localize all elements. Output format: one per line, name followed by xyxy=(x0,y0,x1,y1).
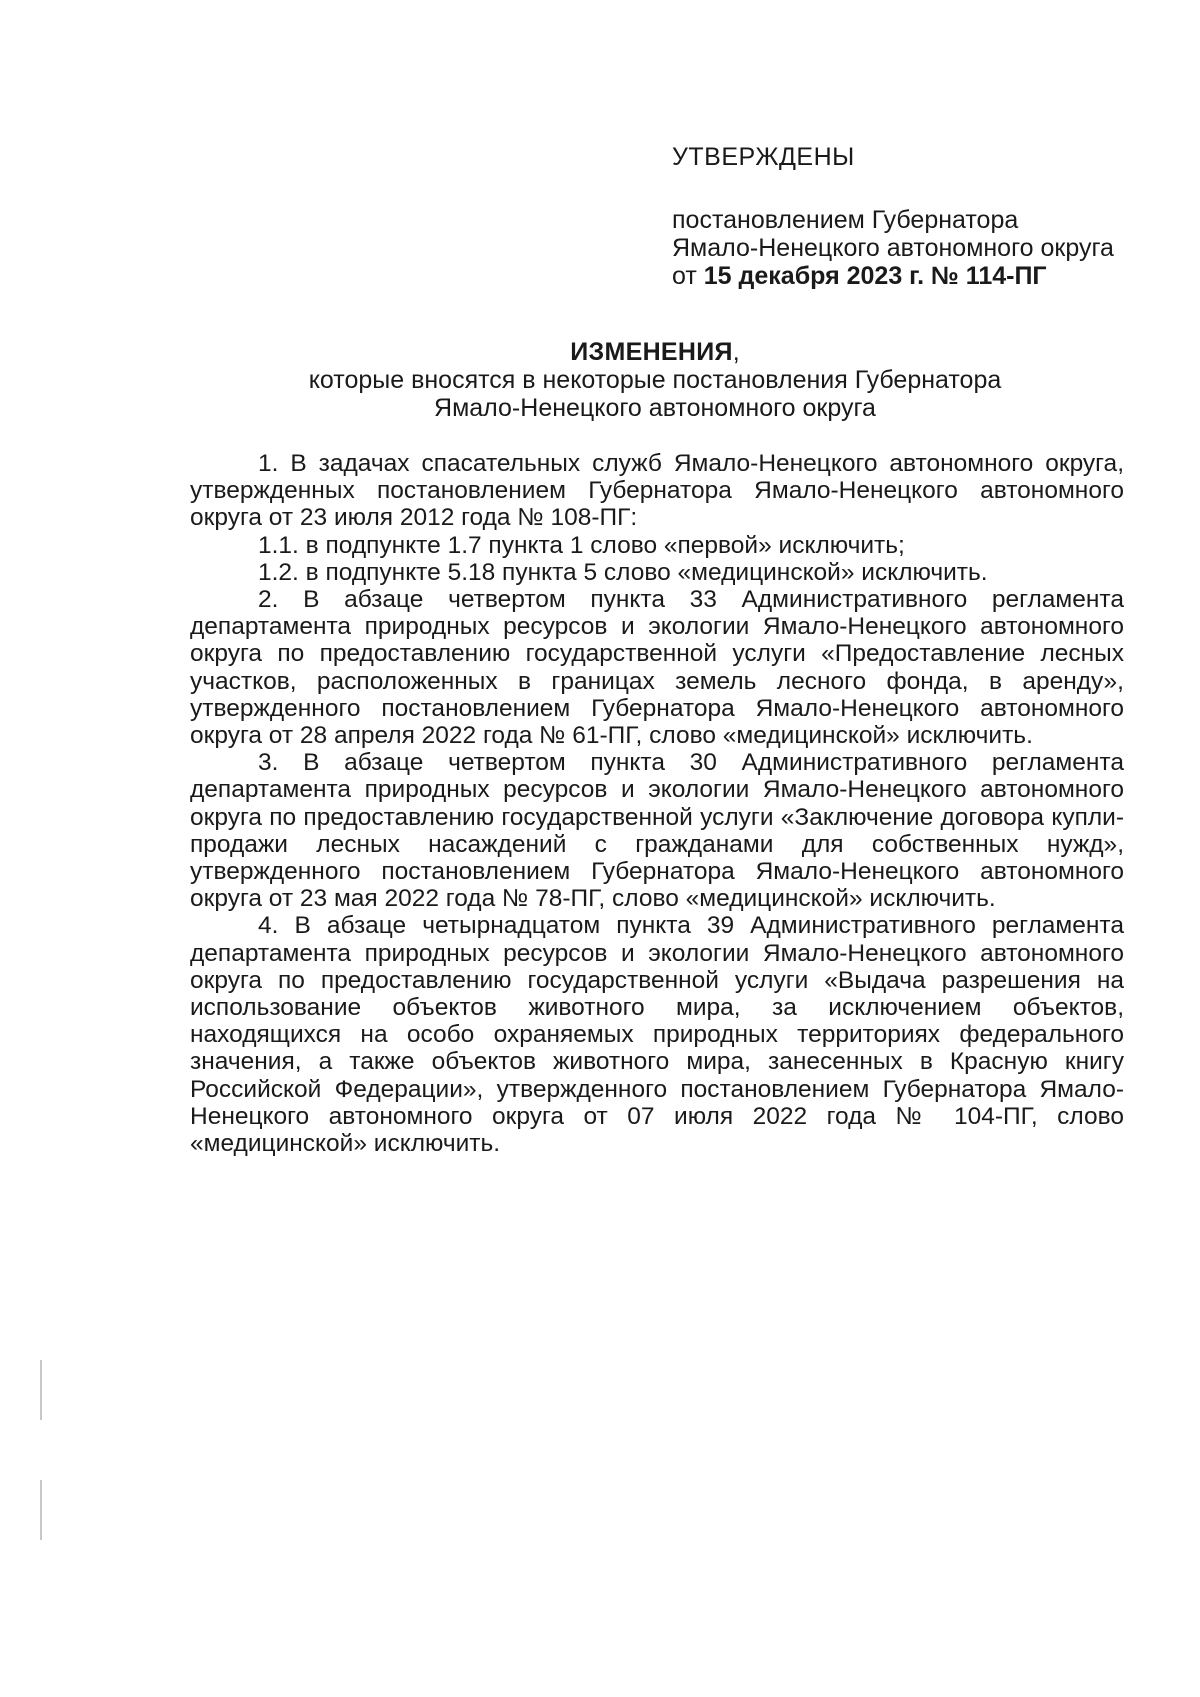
approval-date-value: 15 декабря 2023 г. № 114-ПГ xyxy=(703,262,1047,290)
paragraph-1: 1. В задачах спасательных служб Ямало-Ненецкого автономного округа, утвержденных постановлением Губернатора Ямало-Ненецкого автономного округа от 23 июля 2012 года № 108-ПГ: xyxy=(190,450,1124,532)
paragraph-4: 4. В абзаце четырнадцатом пункта 39 Административного регламента департамента природных ресурсов и экологии Ямало-Ненецкого автономного округа по предоставлению государственной услуги «Выдача разрешения на использование объектов животного мира, за исключением объектов, находящихся на особо охраняемых природных территориях федерального значения, а также объектов животного мира, занесенных в Красную книгу Российской Федерации», утвержденного постановлением Губернатора Ямало-Ненецкого автономного округа от 07 июля 2022 года № 104-ПГ, слово «медицинской» исключить. xyxy=(190,912,1124,1158)
document-body xyxy=(190,450,1124,1157)
paragraph-2: 2. В абзаце четвертом пункта 33 Административного регламента департамента природных ресурсов и экологии Ямало-Ненецкого автономного округа по предоставлению государственной услуги «Предоставление лесных участков, расположенных в границах земель лесного фонда, в аренду», утвержденного постановлением Губернатора Ямало-Ненецкого автономного округа от 28 апреля 2022 года № 61-ПГ, слово «медицинской» исключить. xyxy=(190,586,1124,750)
heading-title-line xyxy=(190,338,1120,366)
heading-title-suffix: , xyxy=(732,338,740,366)
approval-block xyxy=(672,143,1142,290)
heading-subtitle-line-2: Ямало-Ненецкого автономного округа xyxy=(434,394,876,422)
approval-line-1: постановлением Губернатора xyxy=(672,206,1019,234)
scan-edge-mark xyxy=(40,1480,42,1540)
heading-title: ИЗМЕНЕНИЯ xyxy=(570,338,733,366)
approval-line-2: Ямало-Ненецкого автономного округа xyxy=(672,234,1114,262)
paragraph-1-1: 1.1. в подпункте 1.7 пункта 1 слово «первой» исключить; xyxy=(258,531,905,559)
approval-date xyxy=(672,262,1142,290)
approval-date-prefix: от xyxy=(672,262,704,290)
document-heading xyxy=(190,338,1120,422)
scan-edge-mark xyxy=(40,1360,42,1420)
approval-title: УТВЕРЖДЕНЫ xyxy=(672,143,855,171)
paragraph-3: 3. В абзаце четвертом пункта 30 Административного регламента департамента природных ресурсов и экологии Ямало-Ненецкого автономного округа по предоставлению государственной услуги «Заключение договора купли-продажи лесных насаждений с гражданами для собственных нужд», утвержденного постановлением Губернатора Ямало-Ненецкого автономного округа от 23 мая 2022 года № 78-ПГ, слово «медицинской» исключить. xyxy=(190,749,1124,913)
heading-subtitle-line-1: которые вносятся в некоторые постановления Губернатора xyxy=(308,366,1002,394)
paragraph-1-2: 1.2. в подпункте 5.18 пункта 5 слово «медицинской» исключить. xyxy=(258,558,988,586)
